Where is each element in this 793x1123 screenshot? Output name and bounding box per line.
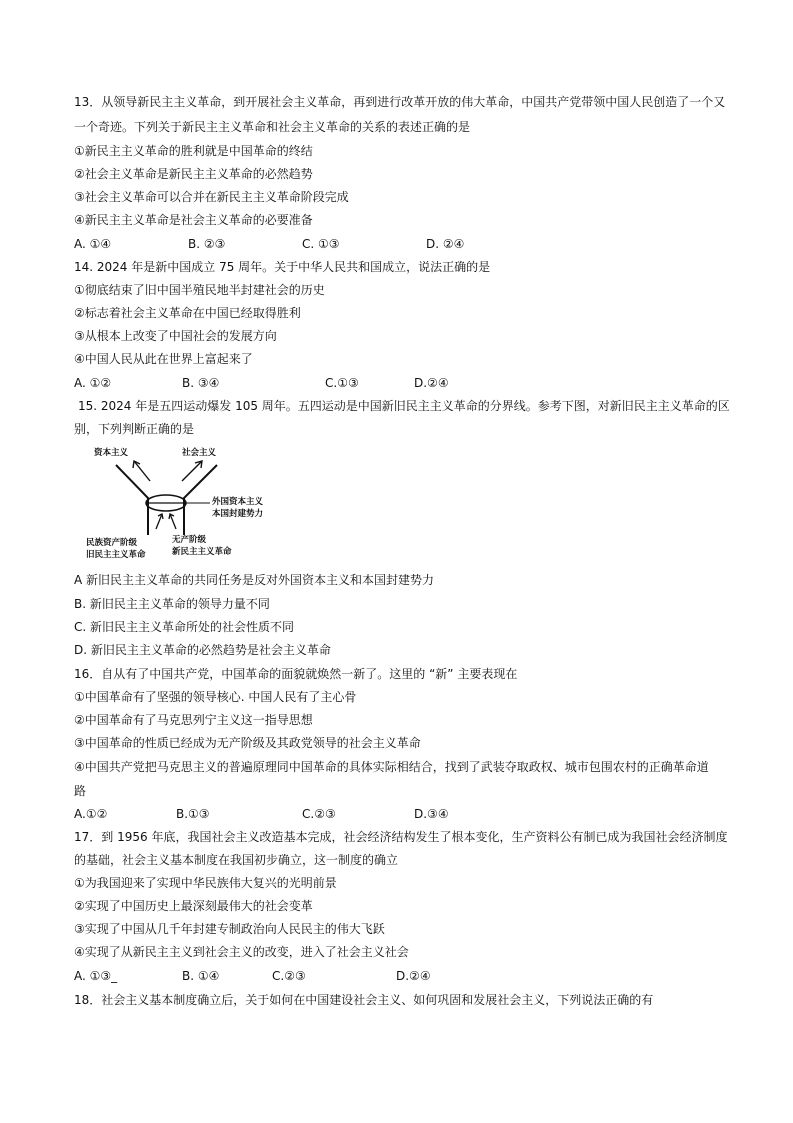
option-b[interactable]: B. ①④	[182, 969, 220, 983]
statement-3: ③中国革命的性质已经成为无产阶级及其政党领导的社会主义革命	[74, 736, 421, 750]
socialism-label: 社会主义	[182, 448, 217, 458]
capitalism-label: 资本主义	[94, 448, 129, 458]
statement-1: ①新民主主义革命的胜利就是中国革命的终结	[74, 144, 313, 158]
statement-1: ①为我国迎来了实现中华民族伟大复兴的光明前景	[74, 876, 337, 890]
option-a[interactable]: A. ①②	[74, 376, 112, 390]
question-16-stem: 16．自从有了中国共产党，中国革命的面貌就焕然一新了。这里的 “新” 主要表现在	[74, 667, 518, 681]
choice-d[interactable]: D. 新旧民主主义革命的必然趋势是社会主义革命	[74, 643, 331, 657]
question-13-stem-cont: 一个奇迹。下列关于新民主主义革命和社会主义革命的关系的表述正确的是	[74, 120, 471, 134]
option-b[interactable]: B. ③④	[182, 376, 220, 390]
statement-1: ①中国革命有了坚强的领导核心. 中国人民有了主心骨	[74, 690, 357, 704]
choice-b[interactable]: B. 新旧民主主义革命的领导力量不同	[74, 597, 270, 611]
option-d[interactable]: D.③④	[414, 807, 449, 821]
statement-3: ③社会主义革命可以合并在新民主主义革命阶段完成	[74, 190, 349, 204]
option-c[interactable]: C.②③	[272, 969, 306, 983]
question-18-stem: 18．社会主义基本制度确立后，关于如何在中国建设社会主义、如何巩固和发展社会主义，下列说法正确的有	[74, 993, 654, 1007]
statement-4: ④中国人民从此在世界上富起来了	[74, 352, 253, 366]
revolution-diagram	[82, 443, 282, 561]
question-13-stem: 13．从领导新民主主义革命，到开展社会主义革命，再到进行改革开放的伟大革命，中国共产党带领中国人民创造了一个又	[74, 95, 726, 109]
target-label-2: 本国封建势力	[212, 509, 264, 519]
statement-1: ①彻底结束了旧中国半殖民地半封建社会的历史	[74, 283, 325, 297]
statement-3: ③从根本上改变了中国社会的发展方向	[74, 329, 277, 343]
statement-2: ②中国革命有了马克思列宁主义这一指导思想	[74, 713, 313, 727]
option-c[interactable]: C. ①③	[302, 237, 340, 251]
statement-3: ③实现了中国从几千年封建专制政治向人民民主的伟大飞跃	[74, 922, 385, 936]
statement-4-cont: 路	[74, 784, 87, 798]
choice-c[interactable]: C. 新旧民主主义革命所处的社会性质不同	[74, 620, 295, 634]
right-label-1: 无产阶级	[172, 535, 207, 545]
statement-4: ④新民主主义革命是社会主义革命的必要准备	[74, 213, 313, 227]
statement-2: ②社会主义革命是新民主主义革命的必然趋势	[74, 167, 313, 181]
left-branch	[116, 465, 148, 535]
option-b[interactable]: B. ②③	[188, 237, 226, 251]
option-a[interactable]: A. ①③_	[74, 969, 118, 983]
statement-2: ②实现了中国历史上最深刻最伟大的社会变革	[74, 899, 313, 913]
statement-2: ②标志着社会主义革命在中国已经取得胜利	[74, 306, 301, 320]
option-d[interactable]: D.②④	[414, 376, 449, 390]
option-d[interactable]: D.②④	[396, 969, 431, 983]
left-label-2: 旧民主主义革命	[86, 550, 146, 560]
option-c[interactable]: C.②③	[302, 807, 336, 821]
arrow-proletariat	[170, 514, 176, 529]
option-a[interactable]: A. ①④	[74, 237, 112, 251]
target-label-1: 外国资本主义	[212, 497, 264, 507]
option-d[interactable]: D. ②④	[426, 237, 465, 251]
option-c[interactable]: C.①③	[325, 376, 359, 390]
question-15-stem: 15. 2024 年是五四运动爆发 105 周年。五四运动是中国新旧民主主义革命的分界线。参考下图，对新旧民主主义革命的区	[78, 399, 730, 413]
statement-4: ④中国共产党把马克思主义的普遍原理同中国革命的具体实际相结合，找到了武装夺取政权、城市包围农村的正确革命道	[74, 760, 709, 774]
statement-4: ④实现了从新民主主义到社会主义的改变，进入了社会主义社会	[74, 945, 409, 959]
question-17-stem: 17．到 1956 年底，我国社会主义改造基本完成，社会经济结构发生了根本变化，生产资料公有制已成为我国社会经济制度	[74, 830, 728, 844]
option-b[interactable]: B.①③	[176, 807, 210, 821]
option-a[interactable]: A.①②	[74, 807, 108, 821]
arrow-bourgeois	[156, 514, 162, 529]
right-label-2: 新民主主义革命	[172, 547, 232, 557]
question-17-stem-cont: 的基础，社会主义基本制度在我国初步确立，这一制度的确立	[74, 853, 399, 867]
left-label-1: 民族资产阶级	[86, 538, 138, 548]
choice-a[interactable]: A 新旧民主主义革命的共同任务是反对外国资本主义和本国封建势力	[74, 573, 435, 587]
arrow-to-socialism	[182, 461, 202, 481]
question-15-stem-cont: 别，下列判断正确的是	[74, 422, 195, 436]
arrow-to-capitalism	[134, 461, 150, 481]
question-14-stem: 14. 2024 年是新中国成立 75 周年。关于中华人民共和国成立，说法正确的是	[74, 260, 491, 274]
